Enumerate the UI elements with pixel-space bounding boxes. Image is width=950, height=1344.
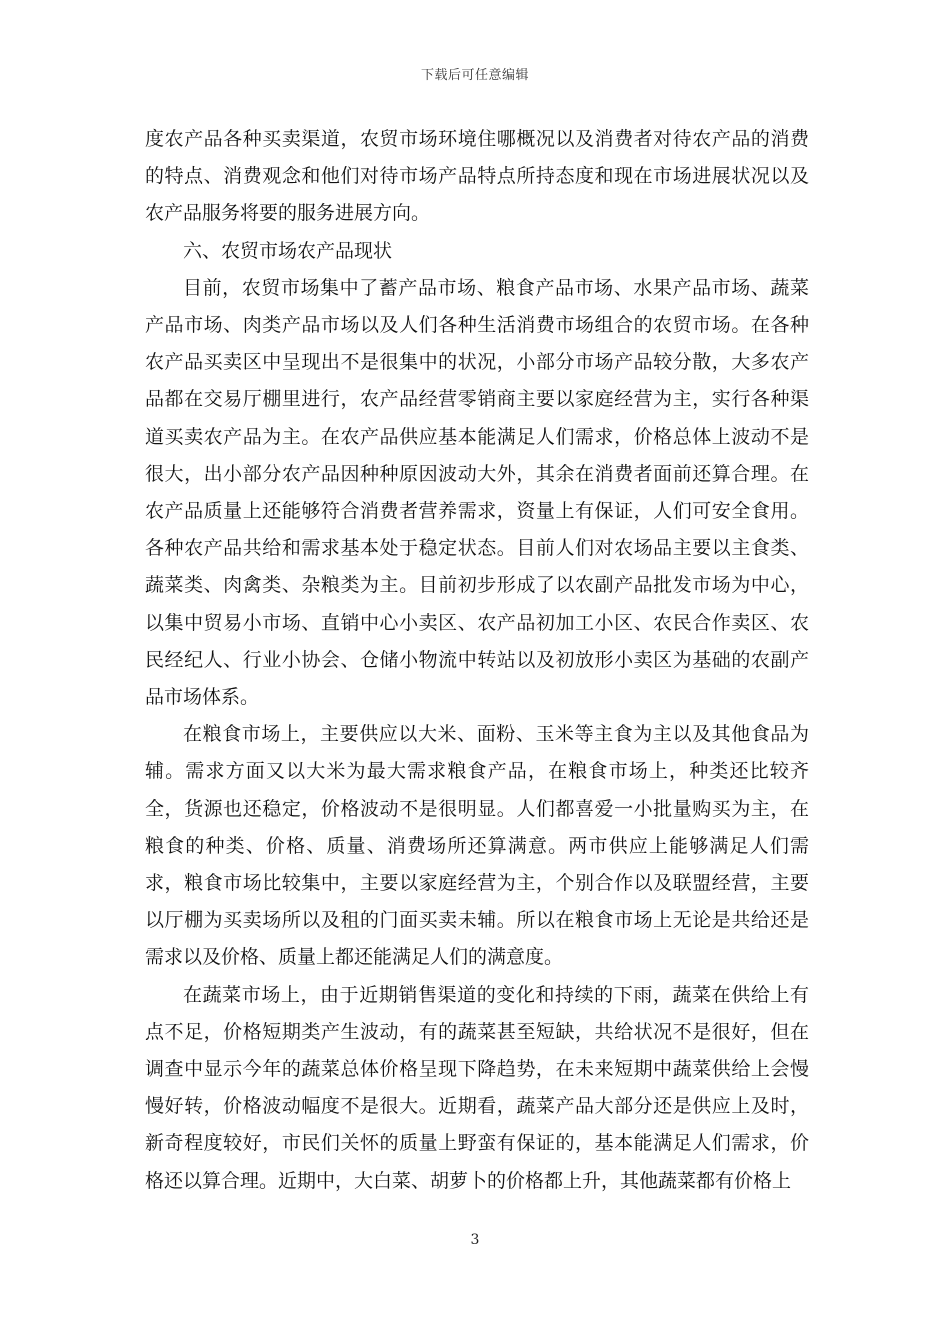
paragraph-grain-market: 在粮食市场上，主要供应以大米、面粉、玉米等主食为主以及其他食品为辅。需求方面又以大米为最大需求粮食产品，在粮食市场上，种类还比较齐全，货源也还稳定，价格波动不是很明显。人们都喜爱一小批量购买为主，在粮食的种类、价格、质量、消费场所还算满意。两市供应上能够满足人们需求，粮食市场比较集中，主要以家庭经营为主，个别合作以及联盟经营，主要以厅棚为买卖场所以及租的门面买卖未辅。所以在粮食市场上无论是共给还是需求以及价格、质量上都还能满足人们的满意度。 xyxy=(145,723,809,969)
document-body xyxy=(145,121,809,1200)
paragraph-market-status: 目前，农贸市场集中了蓄产品市场、粮食产品市场、水果产品市场、蔬菜产品市场、肉类产品市场以及人们各种生活消费市场组合的农贸市场。在各种农产品买卖区中呈现出不是很集中的状况，小部分市场产品较分散，大多农产品都在交易厅棚里进行，农产品经营零销商主要以家庭经营为主，实行各种渠道买卖农产品为主。在农产品供应基本能满足人们需求，价格总体上波动不是很大，出小部分农产品因种种原因波动大外，其余在消费者面前还算合理。在农产品质量上还能够符合消费者营养需求，资量上有保证，人们可安全食用。各种农产品共给和需求基本处于稳定状态。目前人们对农场品主要以主食类、蔬菜类、肉禽类、杂粮类为主。目前初步形成了以农副产品批发市场为中心，以集中贸易小市场、直销中心小卖区、农产品初加工小区、农民合作卖区、农民经纪人、行业小协会、仓储小物流中转站以及初放形小卖区为基础的农副产品市场体系。 xyxy=(145,276,809,709)
page-header: 下载后可任意编辑 xyxy=(420,68,529,83)
section-heading: 六、农贸市场农产品现状 xyxy=(183,239,393,262)
paragraph-continuation: 度农产品各种买卖渠道，农贸市场环境住哪概况以及消费者对待农产品的消费的特点、消费观念和他们对待市场产品特点所持态度和现在市场进展状况以及农产品服务将要的服务进展方向。 xyxy=(145,128,809,225)
paragraph-vegetable-market: 在蔬菜市场上，由于近期销售渠道的变化和持续的下雨，蔬菜在供给上有点不足，价格短期类产生波动，有的蔬菜甚至短缺，共给状况不是很好，但在调查中显示今年的蔬菜总体价格呈现下降趋势，在未来短期中蔬菜供给上会慢慢好转，价格波动幅度不是很大。近期看，蔬菜产品大部分还是供应上及时，新奇程度较好，市民们关怀的质量上野蛮有保证的，基本能满足人们需求，价格还以算合理。近期中，大白菜、胡萝卜的价格都上升，其他蔬菜都有价格上 xyxy=(145,983,809,1192)
page-number: 3 xyxy=(470,1232,480,1248)
